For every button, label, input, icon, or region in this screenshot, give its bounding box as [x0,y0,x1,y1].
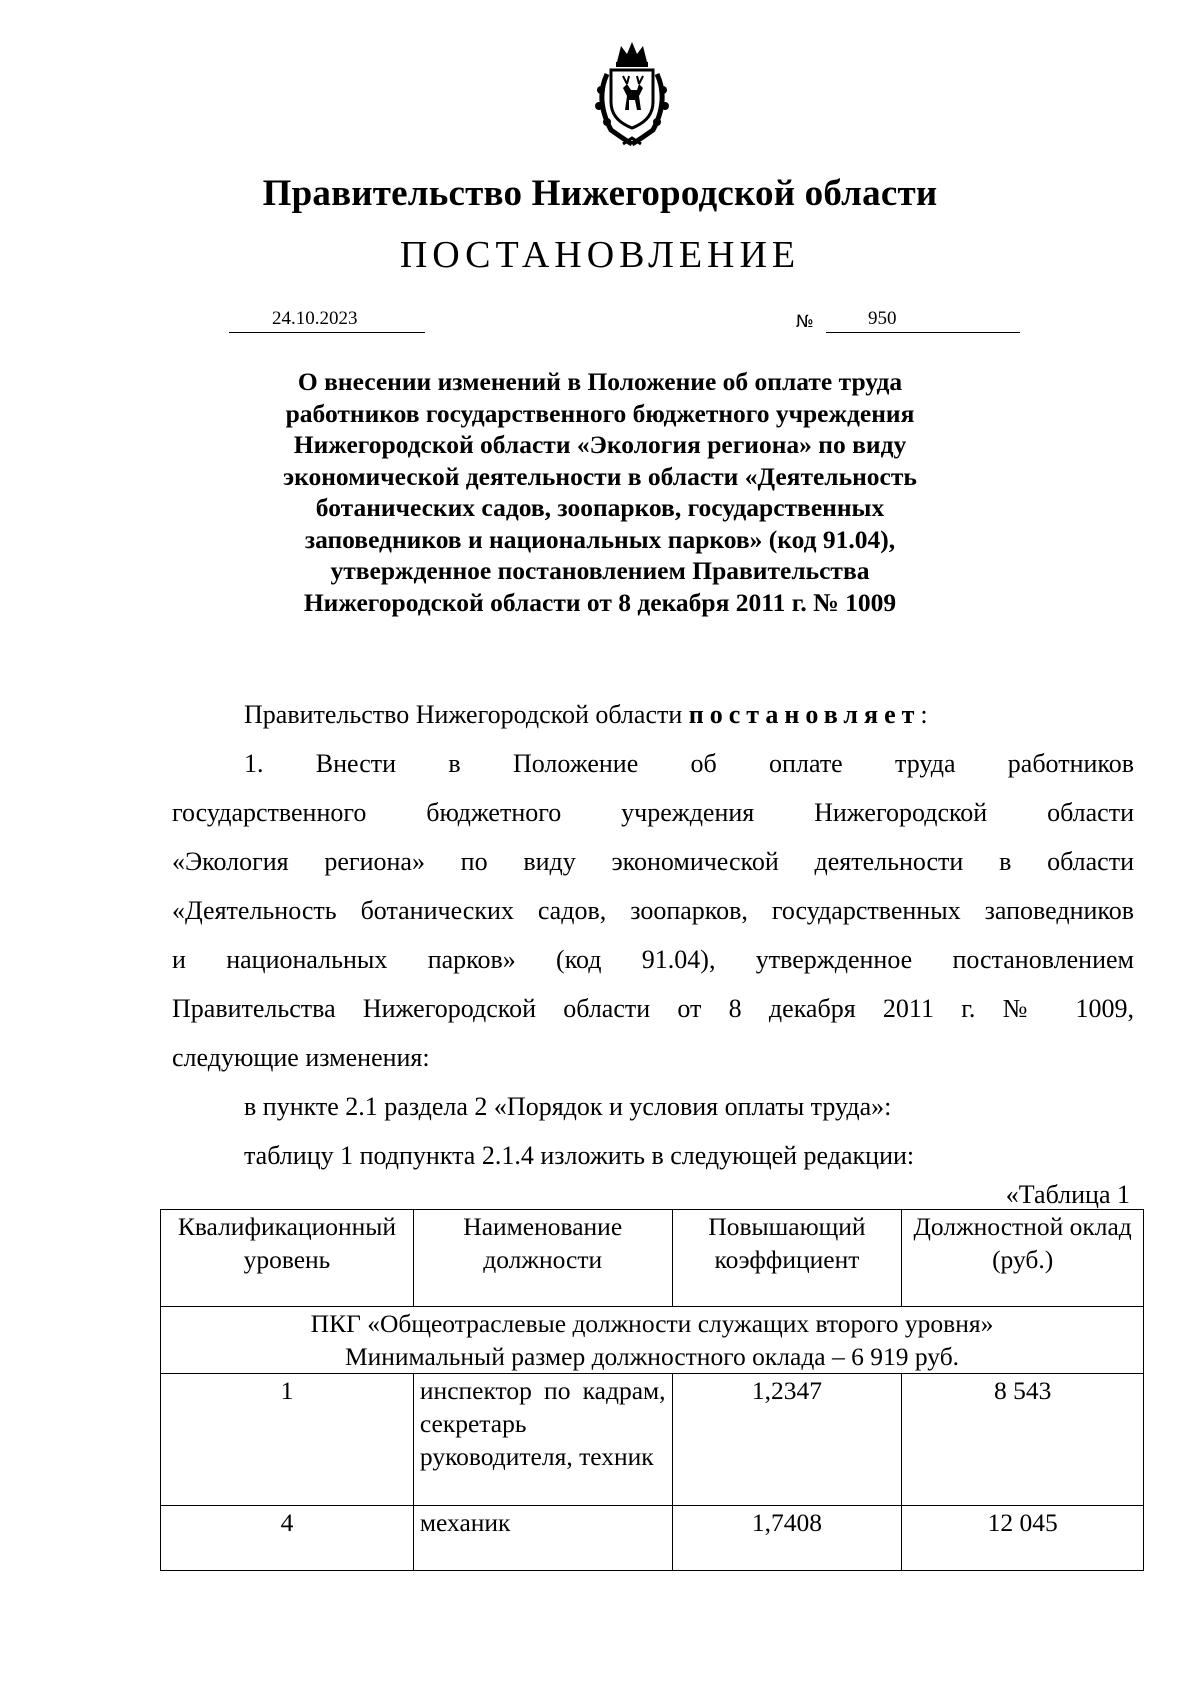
position-cell: инспектор по кадрам, секретарь руководителя, техник [413,1374,672,1506]
document-type: ПОСТАНОВЛЕНИЕ [399,234,801,276]
group-cell [161,1307,1144,1374]
table-caption: «Таблица 1 [1005,1180,1130,1209]
paragraph-1-line: Правительства Нижегородской области от 8 декабря 2011 г. № 1009, [172,994,1134,1023]
number-field [826,308,1020,333]
table-row [161,1374,1144,1506]
number-sign: № [796,312,814,332]
level-cell: 4 [161,1506,414,1571]
paragraph-3: таблицу 1 подпункта 2.1.4 изложить в следующей редакции: [244,1141,915,1170]
title-line: работников государственного бюджетного учреждения [285,398,915,428]
paragraph-1-line: «Деятельность ботанических садов, зоопарков, государственных заповедников [172,896,1134,925]
table-header-row [161,1210,1144,1307]
group-min-salary: Минимальный размер должностного оклада – 6 919 руб. [344,1342,960,1371]
salary-table [160,1209,1144,1571]
document-body [172,690,1134,1180]
document-title [150,366,1050,618]
header-cell: Квалификационный уровень [161,1210,414,1307]
resolves-suffix: : [920,700,928,729]
table-row [161,1506,1144,1571]
resolves-word: постановляет [688,700,921,729]
title-line: заповедников и национальных парков» (код 91.04), [304,524,896,554]
title-line: ботанических садов, зоопарков, государственных [315,493,885,522]
paragraph-1-line: и национальных парков» (код 91.04), утвержденное постановлением [172,945,1134,974]
title-line: утвержденное постановлением Правительства [330,556,870,585]
salary-cell: 8 543 [902,1374,1144,1506]
header-cell: Наименование должности [413,1210,672,1307]
coefficient-cell: 1,2347 [672,1374,902,1506]
salary-cell: 12 045 [902,1506,1144,1571]
header-cell: Должностной оклад (руб.) [902,1210,1144,1307]
document-date: 24.10.2023 [272,308,358,329]
position-cell: механик [413,1506,672,1571]
document-number: 950 [868,308,897,329]
title-line: О внесении изменений в Положение об оплате труда [297,367,903,396]
coat-of-arms-emblem [581,40,683,150]
resolves-paragraph [172,690,1134,739]
coefficient-cell: 1,7408 [672,1506,902,1571]
organization-name: Правительство Нижегородской области [262,173,938,214]
paragraph-1-line: «Экология региона» по виду экономической деятельности в области [172,847,1134,876]
title-line: Нижегородской области от 8 декабря 2011 г. № 1009 [303,587,897,617]
level-cell: 1 [161,1374,414,1506]
paragraph-2: в пункте 2.1 раздела 2 «Порядок и условия оплаты труда»: [244,1092,892,1121]
header-cell: Повышающий коэффициент [672,1210,902,1307]
title-line: Нижегородской области «Экология региона» по виду [293,430,907,459]
paragraph-1-line: следующие изменения: [172,1043,430,1072]
paragraph-1-line: 1. Внести в Положение об оплате труда работников [244,749,1134,778]
group-row [161,1307,1144,1374]
group-title: ПКГ «Общеотраслевые должности служащих второго уровня» [310,1309,994,1338]
date-field [229,308,425,333]
resolves-prefix: Правительство Нижегородской области [244,700,689,729]
paragraph-1-line: государственного бюджетного учреждения Нижегородской области [172,798,1134,827]
title-line: экономической деятельности в области «Деятельность [283,461,917,491]
